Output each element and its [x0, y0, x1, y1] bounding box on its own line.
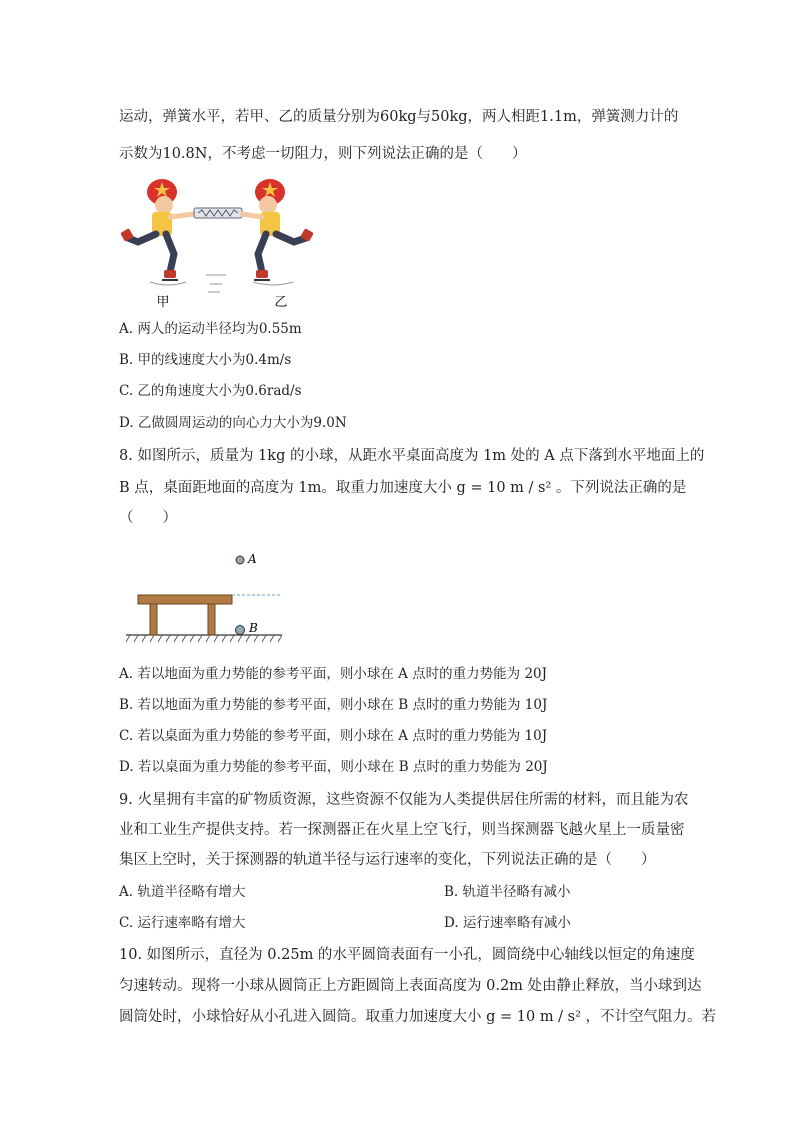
q7-text-line2: 示数为10.8N，不考虑一切阻力，则下列说法正确的是（ ）	[119, 146, 527, 162]
q7-option-a: A. 两人的运动半径均为0.55m	[119, 321, 302, 337]
q7-option-d: D. 乙做圆周运动的向心力大小为9.0N	[119, 415, 347, 431]
skater-right	[242, 179, 314, 280]
q8-option-a: A. 若以地面为重力势能的参考平面，则小球在 A 点时的重力势能为 20J	[119, 666, 548, 682]
q9-option-b: B. 轨道半径略有减小	[444, 884, 571, 900]
q9-text-line3: 集区上空时，关于探测器的轨道半径与运行速率的变化，下列说法正确的是（ ）	[119, 852, 656, 868]
skater-left	[120, 179, 194, 280]
label-a: A	[248, 552, 257, 566]
q9-option-c: C. 运行速率略有增大	[119, 915, 246, 931]
q7-text-line1: 运动，弹簧水平，若甲、乙的质量分别为60kg与50kg，两人相距1.1m，弹簧测力计的	[119, 109, 679, 125]
q10-text-line2: 匀速转动。现将一小球从圆筒正上方距圆筒上表面高度为 0.2m 处由静止释放，当小球到达	[119, 978, 702, 994]
q8-text-line2: B 点，桌面距地面的高度为 1m。取重力加速度大小 g = 10 m / s² 。下列说法正确的是	[119, 480, 687, 496]
q9-text-line1: 9. 火星拥有丰富的矿物质资源，这些资源不仅能为人类提供居住所需的材料，而且能为农	[119, 792, 689, 808]
q8-option-c: C. 若以桌面为重力势能的参考平面，则小球在 A 点时的重力势能为 10J	[119, 728, 548, 744]
q9-option-d: D. 运行速率略有减小	[444, 915, 571, 931]
q10-text-line3: 圆筒处时，小球恰好从小孔进入圆筒。取重力加速度大小 g = 10 m / s² ，不计空气阻力。若	[119, 1009, 717, 1025]
q8-option-d: D. 若以桌面为重力势能的参考平面，则小球在 B 点时的重力势能为 20J	[119, 759, 548, 775]
label-b: B	[249, 621, 258, 635]
table-figure	[124, 548, 286, 644]
label-yi: 乙	[274, 295, 288, 310]
skaters-figure	[118, 172, 318, 312]
spring-scale	[194, 208, 242, 218]
ball-b	[236, 626, 245, 635]
q7-option-c: C. 乙的角速度大小为0.6rad/s	[119, 383, 302, 399]
q7-option-b: B. 甲的线速度大小为0.4m/s	[119, 352, 292, 368]
q10-text-line1: 10. 如图所示，直径为 0.25m 的水平圆筒表面有一小孔，圆筒绕中心轴线以恒定的角速度	[119, 947, 695, 963]
ball-a	[236, 556, 244, 564]
q8-option-b: B. 若以地面为重力势能的参考平面，则小球在 B 点时的重力势能为 10J	[119, 697, 548, 713]
q9-text-line2: 业和工业生产提供支持。若一探测器正在火星上空飞行，则当探测器飞越火星上一质量密	[119, 822, 685, 838]
table	[138, 595, 232, 635]
q8-text-line1: 8. 如图所示，质量为 1kg 的小球，从距水平桌面高度为 1m 处的 A 点下落到水平地面上的	[119, 448, 705, 464]
label-jia: 甲	[156, 295, 170, 310]
q8-text-line3: （ ）	[119, 510, 177, 526]
q9-option-a: A. 轨道半径略有增大	[119, 884, 246, 900]
ground	[126, 635, 282, 642]
